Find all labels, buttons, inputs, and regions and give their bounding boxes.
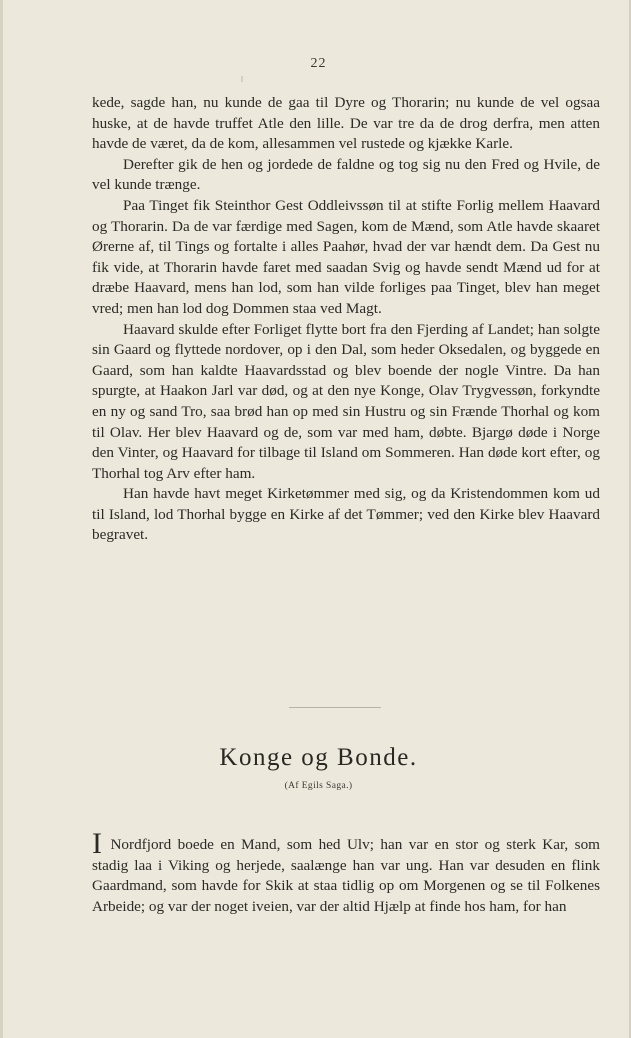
section-divider [289, 707, 381, 708]
paper-blemish [241, 76, 243, 82]
section-source: (Af Egils Saga.) [284, 781, 353, 791]
story-first-paragraph [92, 827, 600, 917]
paragraph: Paa Tinget fik Steinthor Gest Oddleivssøn til at stifte Forlig mellem Haavard og Thorarin. Da de var færdige med Sagen, kom de Mænd, som Atle havde skaaret Ørerne af, til Tings og fortalte i alles Paahør, hvad der var hændt dem. Da Gest nu fik vide, at Thorarin havde faret med saadan Svig og havde sendt Mænd ud for at dræbe Haavard, mens han lod, som han vilde forliges paa Tinget, blev han meget vred; men han lod dog Dommen staa ved Magt. [92, 196, 600, 317]
drop-cap: I [92, 827, 102, 860]
paragraph: Haavard skulde efter Forliget flytte bort fra den Fjerding af Landet; han solgte sin Gaard og flyttede nordover, op i den Dal, som heder Oksedalen, og byggede en Gaard, som han kaldte Haavardsstad og blev boende der nogle Vintre. Da han spurgte, at Haakon Jarl var død, og at den nye Konge, Olav Trygvessøn, forkyndte en ny og sand Tro, saa brød han op med sin Hustru og sin Frænde Thorhal og kom til Olav. Her blev Haavard og de, som var med ham, døbte. Bjargø døde i Norge den Vinter, og Haavard for tilbage til Island om Sommeren. Han døde kort efter, og Thorhal tog Arv efter ham. [92, 320, 600, 482]
paragraph: Derefter gik de hen og jordede de faldne og tog sig nu den Fred og Hvile, de vel kunde trænge. [92, 155, 600, 194]
main-text-block [92, 93, 600, 546]
page-number: 22 [310, 56, 327, 71]
paragraph-continuation: kede, sagde han, nu kunde de gaa til Dyre og Thorarin; nu kunde de vel ogsaa huske, at de havde truffet Atle den lille. De var tre da de drog derfra, men atten havde de været, da de kom, allesammen vel rustede og kjække Karle. [92, 94, 600, 153]
story-text-block [92, 827, 600, 917]
story-first-paragraph-text: Nordfjord boede en Mand, som hed Ulv; han var en stor og sterk Kar, som stadig laa i Viking og herjede, saalænge han var ung. Han var desuden en flink Gaardmand, som havde for Skik at staa tidlig op om Morgenen og se til Folkenes Arbeide; og var der noget iveien, var der altid Hjælp at finde hos ham, for han [92, 836, 600, 915]
section-title: Konge og Bonde. [219, 744, 418, 771]
paragraph: Han havde havt meget Kirketømmer med sig, og da Kristendommen kom ud til Island, lod Thorhal bygge en Kirke af det Tømmer; ved den Kirke blev Haavard begravet. [92, 485, 600, 544]
